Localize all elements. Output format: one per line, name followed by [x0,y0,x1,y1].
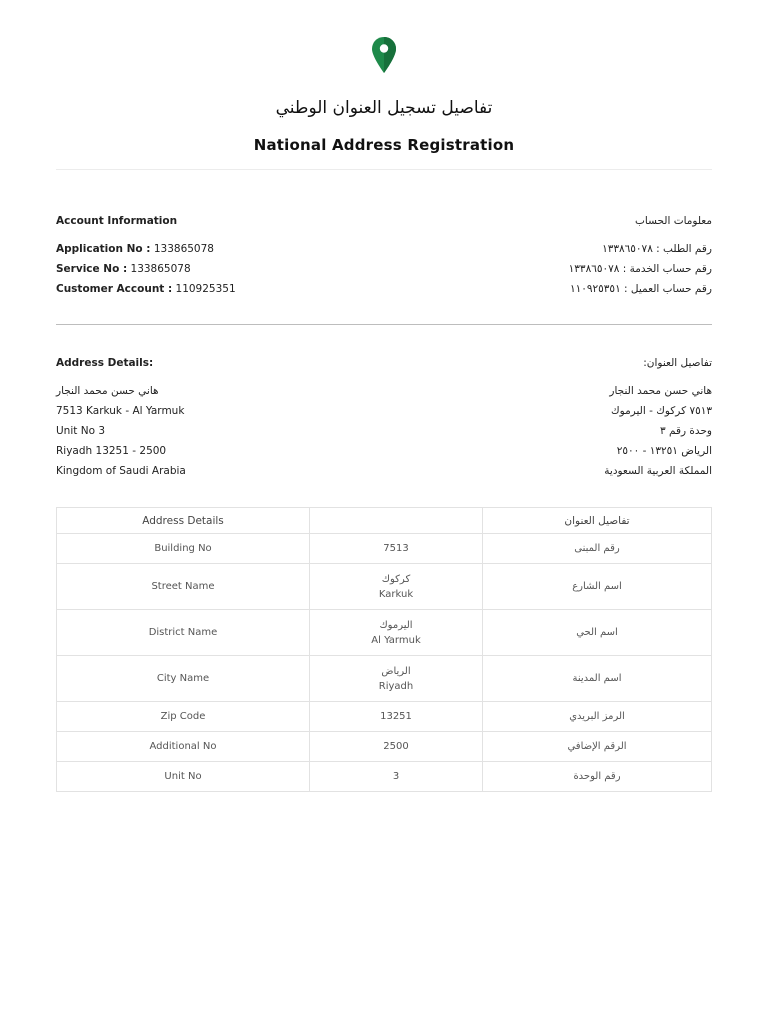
row-value: 13251 [310,702,483,732]
customer-label: Customer Account : [56,283,173,295]
row-value [310,610,483,656]
application-label: Application No : [56,243,151,255]
location-pin-logo-icon [371,36,397,74]
row-label-arabic: الرقم الإضافي [483,732,712,762]
table-row [57,732,712,762]
address-line-ar: ٧٥١٣ كركوك - اليرموك [610,405,712,417]
application-number [56,243,214,255]
account-heading-arabic: معلومات الحساب [635,215,712,227]
page-title-arabic: تفاصيل تسجيل العنوان الوطني [275,98,493,118]
service-row [56,263,712,279]
divider [56,169,712,170]
service-value: 133865078 [130,263,191,275]
address-line-en: Unit No 3 [56,425,106,437]
address-line-en: 7513 Karkuk - Al Yarmuk [56,405,185,417]
table-row [57,702,712,732]
table-row [57,564,712,610]
row-label: Unit No [57,762,310,792]
row-value-latin: Riyadh [378,680,414,692]
table-header-value [310,508,483,534]
row-label: Zip Code [57,702,310,732]
address-heading-row [56,357,712,373]
table-header-ar: تفاصيل العنوان [483,508,712,534]
address-heading-arabic: تفاصيل العنوان: [643,357,712,369]
row-value-latin: Karkuk [378,588,414,600]
row-value-arabic: اليرموك [379,619,413,631]
service-number-arabic: رقم حساب الخدمة : ١٣٣٨٦٥٠٧٨ [568,263,712,275]
table-header-row [57,508,712,534]
service-label: Service No : [56,263,128,275]
address-line [56,445,712,461]
address-heading: Address Details: [56,357,154,369]
account-heading-row [56,215,712,231]
application-row [56,243,712,259]
account-heading: Account Information [56,215,178,227]
address-line [56,425,712,441]
row-label: Street Name [57,564,310,610]
row-label: District Name [57,610,310,656]
row-label: City Name [57,656,310,702]
row-value [310,656,483,702]
table-row [57,762,712,792]
row-label-arabic: رقم المبنى [483,534,712,564]
address-line-en: هاني حسن محمد النجار [56,385,159,397]
application-value: 133865078 [153,243,214,255]
row-value: 2500 [310,732,483,762]
address-line [56,385,712,401]
row-value: 7513 [310,534,483,564]
page-title: National Address Registration [253,136,515,154]
address-line-ar: الرياض ١٣٢٥١ - ٢٥٠٠ [616,445,712,457]
row-label-arabic: اسم المدينة [483,656,712,702]
row-value [310,564,483,610]
service-number [56,263,191,275]
section-divider [56,324,712,325]
row-label-arabic: اسم الحي [483,610,712,656]
row-value-latin: Al Yarmuk [371,634,421,646]
table-row [57,534,712,564]
address-line-en: Kingdom of Saudi Arabia [56,465,186,477]
address-line-en: Riyadh 13251 - 2500 [56,445,167,457]
row-label: Additional No [57,732,310,762]
table-header-en: Address Details [57,508,310,534]
address-details-table [56,507,712,792]
row-value: 3 [310,762,483,792]
table-row [57,610,712,656]
address-line [56,465,712,481]
application-number-arabic: رقم الطلب : ١٣٣٨٦٥٠٧٨ [602,243,712,255]
address-line-ar: المملكة العربية السعودية [604,465,712,477]
customer-value: 110925351 [175,283,236,295]
row-value-arabic: الرياض [381,665,411,677]
table-row [57,656,712,702]
row-value-arabic: كركوك [381,573,411,585]
row-label: Building No [57,534,310,564]
row-label-arabic: الرمز البريدي [483,702,712,732]
address-line-ar: وحدة رقم ٣ [660,425,712,437]
customer-account [56,283,236,295]
row-label-arabic: رقم الوحدة [483,762,712,792]
address-line-ar: هاني حسن محمد النجار [609,385,712,397]
address-line [56,405,712,421]
customer-account-arabic: رقم حساب العميل : ١١٠٩٢٥٣٥١ [569,283,712,295]
row-label-arabic: اسم الشارع [483,564,712,610]
customer-row [56,283,712,299]
